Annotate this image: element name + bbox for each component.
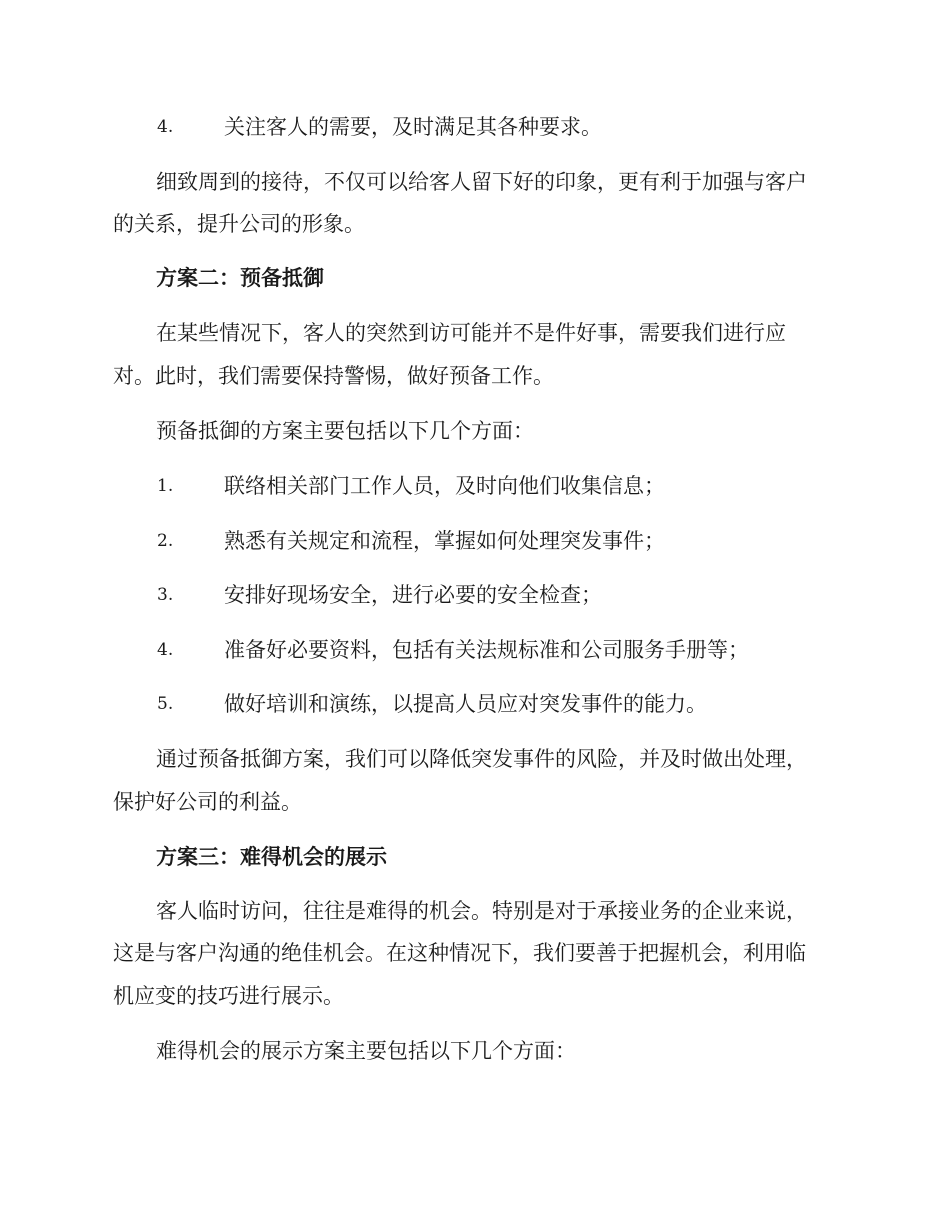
list-item-number: 4. [157, 640, 174, 660]
paragraph-line: 对。此时，我们需要保持警惕，做好预备工作。 [113, 364, 554, 388]
list-intro: 预备抵御的方案主要包括以下几个方面： [156, 419, 534, 443]
list-item-number: 2. [157, 531, 174, 551]
list-item-number: 5. [157, 694, 174, 714]
list-item-text: 关注客人的需要，及时满足其各种要求。 [224, 115, 602, 139]
section-heading: 方案三：难得机会的展示 [156, 845, 387, 869]
list-intro: 难得机会的展示方案主要包括以下几个方面： [156, 1039, 576, 1063]
list-item-text: 准备好必要资料，包括有关法规标准和公司服务手册等； [224, 638, 749, 662]
list-item-text: 熟悉有关规定和流程，掌握如何处理突发事件； [224, 529, 665, 553]
list-item-number: 3. [157, 585, 174, 605]
paragraph-line: 的关系，提升公司的形象。 [113, 212, 365, 236]
paragraph-line: 这是与客户沟通的绝佳机会。在这种情况下，我们要善于把握机会，利用临 [113, 941, 806, 965]
list-item-number: 1. [157, 476, 174, 496]
paragraph-line: 机应变的技巧进行展示。 [113, 984, 344, 1008]
paragraph-line: 细致周到的接待，不仅可以给客人留下好的印象，更有利于加强与客户 [156, 170, 807, 194]
section-heading: 方案二：预备抵御 [156, 266, 324, 290]
list-item-text: 做好培训和演练，以提高人员应对突发事件的能力。 [224, 692, 707, 716]
paragraph-line: 客人临时访问，往往是难得的机会。特别是对于承接业务的企业来说， [156, 899, 807, 923]
paragraph-line: 通过预备抵御方案，我们可以降低突发事件的风险，并及时做出处理， [156, 747, 807, 771]
list-item-text: 联络相关部门工作人员，及时向他们收集信息； [224, 474, 665, 498]
list-item-number: 4. [157, 117, 174, 137]
list-item-text: 安排好现场安全，进行必要的安全检查； [224, 583, 602, 607]
paragraph-line: 在某些情况下，客人的突然到访可能并不是件好事，需要我们进行应 [156, 321, 786, 345]
paragraph-line: 保护好公司的利益。 [113, 790, 302, 814]
